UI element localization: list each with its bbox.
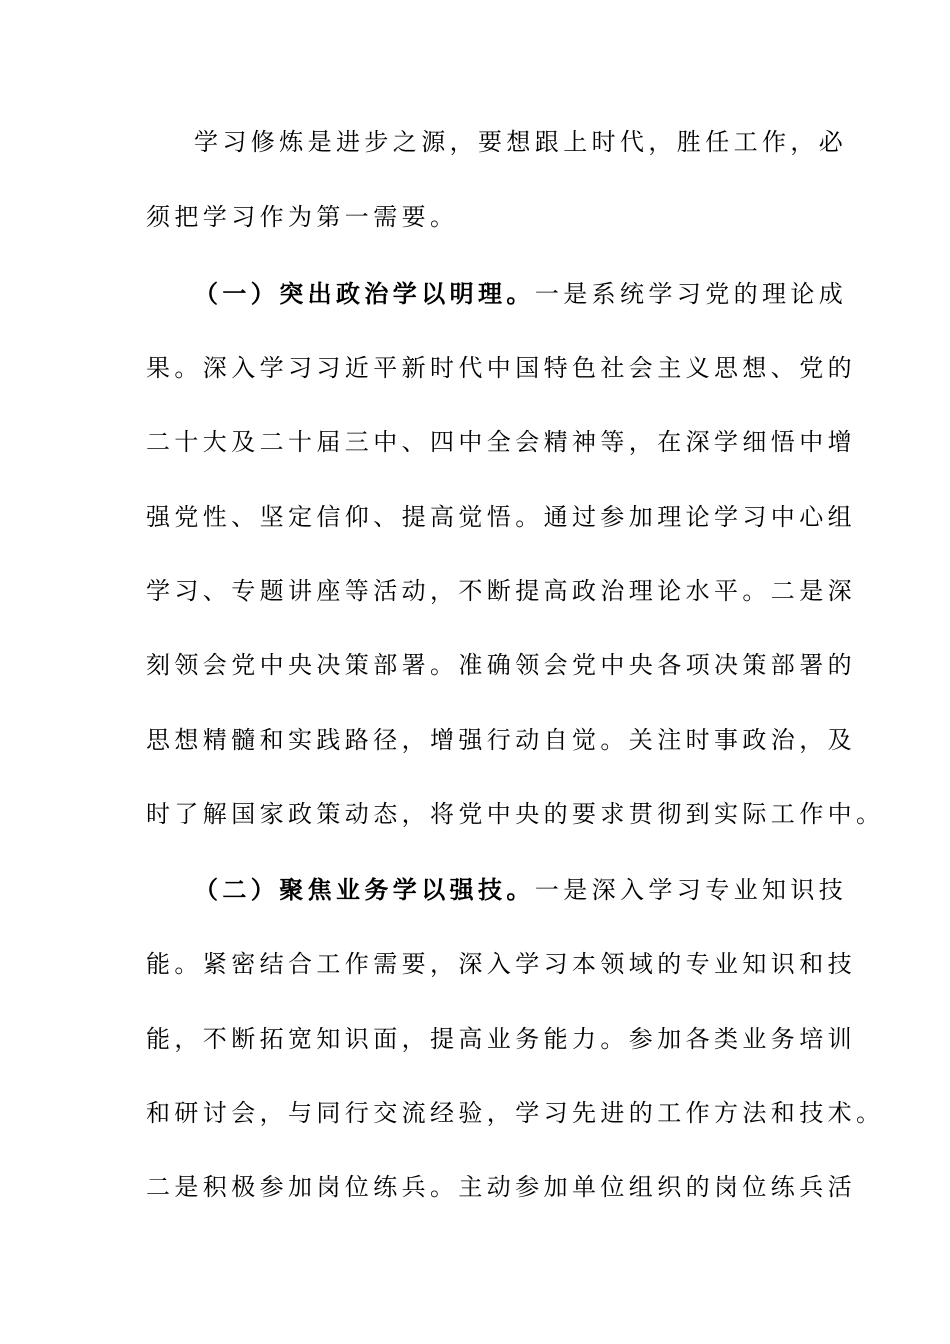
section-heading-business: （二）聚焦业务学以强技。 [194, 875, 535, 904]
paragraph-2-line-2: 果。深入学习习近平新时代中国特色社会主义思想、党的 [146, 354, 856, 382]
paragraph-2-line-8: 时了解国家政策动态，将党中央的要求贯彻到实际工作中。 [146, 800, 885, 828]
paragraph-3-line-4: 和研讨会，与同行交流经验，学习先进的工作方法和技术。 [146, 1099, 885, 1127]
paragraph-2-line-6: 刻领会党中央决策部署。准确领会党中央各项决策部署的 [146, 651, 856, 679]
paragraph-2-line-1 [194, 274, 874, 314]
paragraph-3-line-1-text: 一是深入学习专业知识技 [534, 876, 848, 904]
section-heading-politics: （一）突出政治学以明理。 [194, 279, 535, 308]
paragraph-2-line-5: 学习、专题讲座等活动，不断提高政治理论水平。二是深 [146, 577, 856, 605]
paragraph-3-line-1 [194, 870, 874, 910]
paragraph-1-line-1: 学习修炼是进步之源，要想跟上时代，胜任工作，必 [194, 128, 848, 156]
paragraph-3-line-2: 能。紧密结合工作需要，深入学习本领域的专业知识和技 [146, 950, 856, 978]
paragraph-1-line-2: 须把学习作为第一需要。 [146, 203, 459, 231]
paragraph-2-line-3: 二十大及二十届三中、四中全会精神等，在深学细悟中增 [146, 428, 856, 456]
paragraph-2-line-7: 思想精髓和实践路径，增强行动自觉。关注时事政治，及 [146, 726, 856, 754]
paragraph-2-line-1-text: 一是系统学习党的理论成 [534, 280, 848, 308]
paragraph-3-line-5: 二是积极参加岗位练兵。主动参加单位组织的岗位练兵活 [146, 1173, 856, 1201]
paragraph-2-line-4: 强党性、坚定信仰、提高觉悟。通过参加理论学习中心组 [146, 503, 856, 531]
paragraph-3-line-3: 能，不断拓宽知识面，提高业务能力。参加各类业务培训 [146, 1025, 856, 1053]
